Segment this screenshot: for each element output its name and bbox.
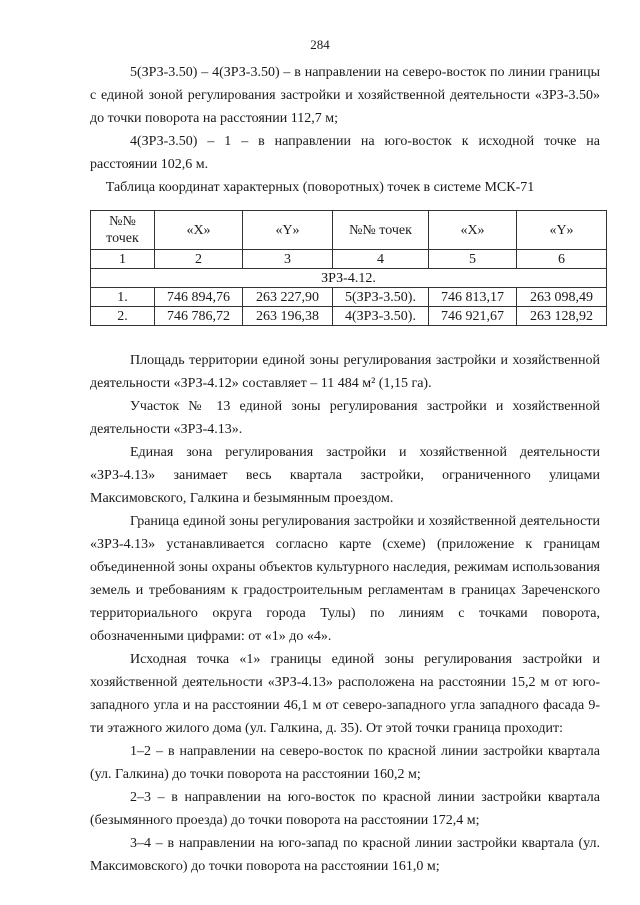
coordinates-table — [90, 210, 607, 326]
table-cell: 5(ЗРЗ-3.50). — [333, 288, 429, 307]
column-header: «X» — [155, 211, 243, 250]
column-header: №№ точек — [91, 211, 155, 250]
column-number: 1 — [91, 250, 155, 269]
column-header: №№ точек — [333, 211, 429, 250]
paragraph: 1–2 – в направлении на северо-восток по красной линии застройки квартала (ул. Галкина) до точки поворота на расстоянии 160,2 м; — [90, 744, 600, 782]
table-row — [91, 307, 607, 326]
column-number-row — [91, 250, 607, 269]
column-number: 3 — [243, 250, 333, 269]
column-number: 2 — [155, 250, 243, 269]
column-header: «Y» — [517, 211, 607, 250]
table-cell: 746 813,17 — [429, 288, 517, 307]
column-number: 6 — [517, 250, 607, 269]
intro-text — [90, 61, 600, 176]
body-text — [90, 349, 600, 878]
table-cell: 263 098,49 — [517, 288, 607, 307]
table-cell: 746 894,76 — [155, 288, 243, 307]
page-number: 284 — [310, 37, 330, 52]
table-header-row — [91, 211, 607, 250]
paragraph: 4(ЗРЗ-3.50) – 1 – в направлении на юго-восток к исходной точке на расстоянии 102,6 м. — [90, 134, 600, 172]
paragraph: 3–4 – в направлении на юго-запад по красной линии застройки квартала (ул. Максимовского) до точки поворота на расстоянии 161,0 м; — [90, 836, 600, 874]
table-cell: 263 227,90 — [243, 288, 333, 307]
column-number: 5 — [429, 250, 517, 269]
paragraph: Площадь территории единой зоны регулирования застройки и хозяйственной деятельности «ЗРЗ-4.12» составляет – 11 484 м² (1,15 га). — [90, 353, 600, 391]
paragraph: Исходная точка «1» границы единой зоны регулирования застройки и хозяйственной деятельности «ЗРЗ-4.13» расположена на расстоянии 15,2 м от юго-западного угла и на расстоянии 46,1 м от северо-западного угла западного фасада 9-ти этажного жилого дома (ул. Галкина, д. 35). От этой точки граница проходит: — [90, 652, 600, 736]
paragraph: Единая зона регулирования застройки и хозяйственной деятельности «ЗРЗ-4.13» занимает весь квартала застройки, ограниченного улицами Максимовского, Галкина и безымянным проездом. — [90, 445, 600, 506]
column-header: «Y» — [243, 211, 333, 250]
paragraph: Граница единой зоны регулирования застройки и хозяйственной деятельности «ЗРЗ-4.13» устанавливается согласно карте (схеме) (приложение к границам объединенной зоны охраны объектов культурного наследия, режимам использования земель и требованиям к градостроительным регламентам в границах Зареченского территориального округа города Тулы) по линиям с точками поворота, обозначенными цифрами: от «1» до «4». — [90, 514, 600, 644]
table-cell: 746 786,72 — [155, 307, 243, 326]
table-cell: 1. — [91, 288, 155, 307]
table-cell: 2. — [91, 307, 155, 326]
table-caption: Таблица координат характерных (поворотных) точек в системе МСК-71 — [105, 180, 535, 195]
table-cell: 263 128,92 — [517, 307, 607, 326]
column-number: 4 — [333, 250, 429, 269]
column-header: «X» — [429, 211, 517, 250]
zone-row — [91, 269, 607, 288]
table-cell: 746 921,67 — [429, 307, 517, 326]
zone-label: ЗРЗ-4.12. — [91, 269, 607, 288]
paragraph: 2–3 – в направлении на юго-восток по красной линии застройки квартала (безымянного проезда) до точки поворота на расстоянии 172,4 м; — [90, 790, 600, 828]
table-cell: 4(ЗРЗ-3.50). — [333, 307, 429, 326]
paragraph: 5(ЗРЗ-3.50) – 4(ЗРЗ-3.50) – в направлении на северо-восток по линии границы с единой зоной регулирования застройки и хозяйственной деятельности «ЗРЗ-3.50» до точки поворота на расстоянии 112,7 м; — [90, 65, 600, 126]
paragraph: Участок № 13 единой зоны регулирования застройки и хозяйственной деятельности «ЗРЗ-4.13». — [90, 399, 600, 437]
table-row — [91, 288, 607, 307]
table-cell: 263 196,38 — [243, 307, 333, 326]
